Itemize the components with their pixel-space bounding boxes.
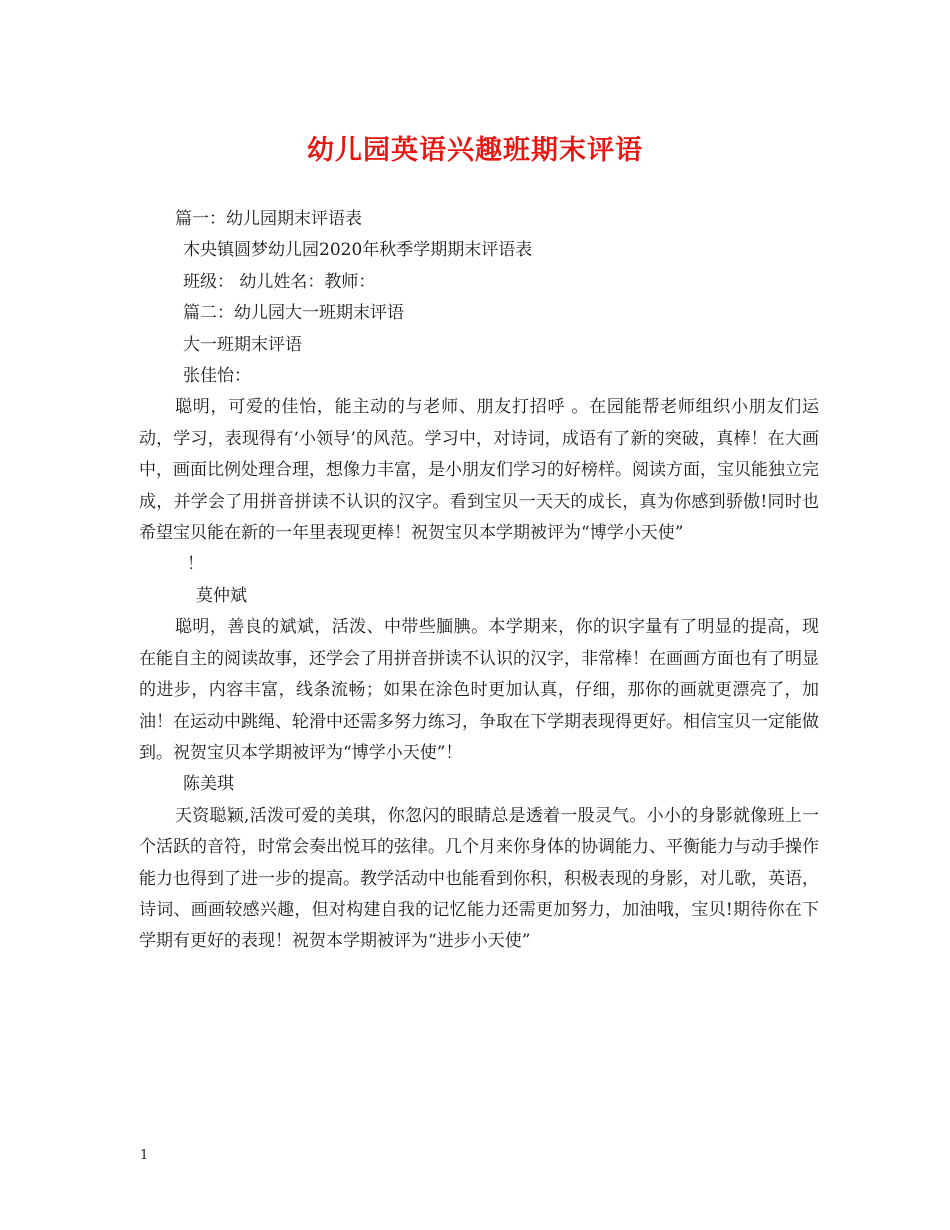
section-heading-2: 篇二：幼儿园大一班期末评语 (183, 303, 404, 324)
student-name-3: 陈美琪 (183, 774, 234, 795)
comment-paragraph-2: 聪明，善良的斌斌，活泼、中带些腼腆。本学期来，你的识字量有了明显的提高，现在能自主的阅读故事，还学会了用拼音拼读不认识的汉字，非常棒！在画画方面也有了明显的进步，内容丰富，线条流畅；如果在涂色时更加认真，仔细，那你的画就更漂亮了，加油！在运动中跳绳、轮滑中还需多努力练习，争取在下学期表现得更好。相信宝贝一定能做到。祝贺宝贝本学期被评为“博学小天使”！ (139, 617, 819, 763)
student-name-2: 莫仲斌 (196, 585, 247, 606)
document-title: 幼儿园英语兴趣班期末评语 (307, 135, 643, 166)
section-heading-1: 篇一：幼儿园期末评语表 (175, 209, 362, 229)
class-heading: 大一班期末评语 (183, 334, 302, 355)
comment-paragraph-3: 天资聪颖,活泼可爱的美琪，你忽闪的眼睛总是透着一股灵气。小小的身影就像班上一个活跃的音符，时常会奏出悦耳的弦律。几个月来你身体的协调能力、平衡能力与动手操作能力也得到了进一步的提高。教学活动中也能看到你积，积极表现的身影，对儿歌，英语，诗词、画画较感兴趣，但对构建自我的记忆能力还需更加努力，加油哦，宝贝!期待你在下学期有更好的表现！祝贺本学期被评为“进步小天使” (139, 805, 819, 952)
comment-paragraph-1: 聪明，可爱的佳怡，能主动的与老师、朋友打招呼 。在园能帮老师组织小朋友们运动，学习，表现得有‘小领导’的风范。学习中，对诗词，成语有了新的突破，真棒！在大画中，画面比例处理合理，想像力丰富，是小朋友们学习的好榜样。阅读方面，宝贝能独立完成，并学会了用拼音拼读不认识的汉字。看到宝贝一天天的成长，真为你感到骄傲!同时也希望宝贝能在新的一年里表现更棒！祝贺宝贝本学期被评为“博学小天使” (139, 397, 819, 544)
document-body (139, 204, 819, 958)
form-title: 木央镇圆梦幼儿园2020年秋季学期期末评语表 (183, 240, 533, 261)
page-number: 1 (140, 1148, 149, 1163)
form-fields: 班级： 幼儿姓名：教师： (183, 271, 376, 292)
comment-exclamation: ！ (187, 554, 204, 575)
student-name-1: 张佳怡： (183, 366, 251, 387)
